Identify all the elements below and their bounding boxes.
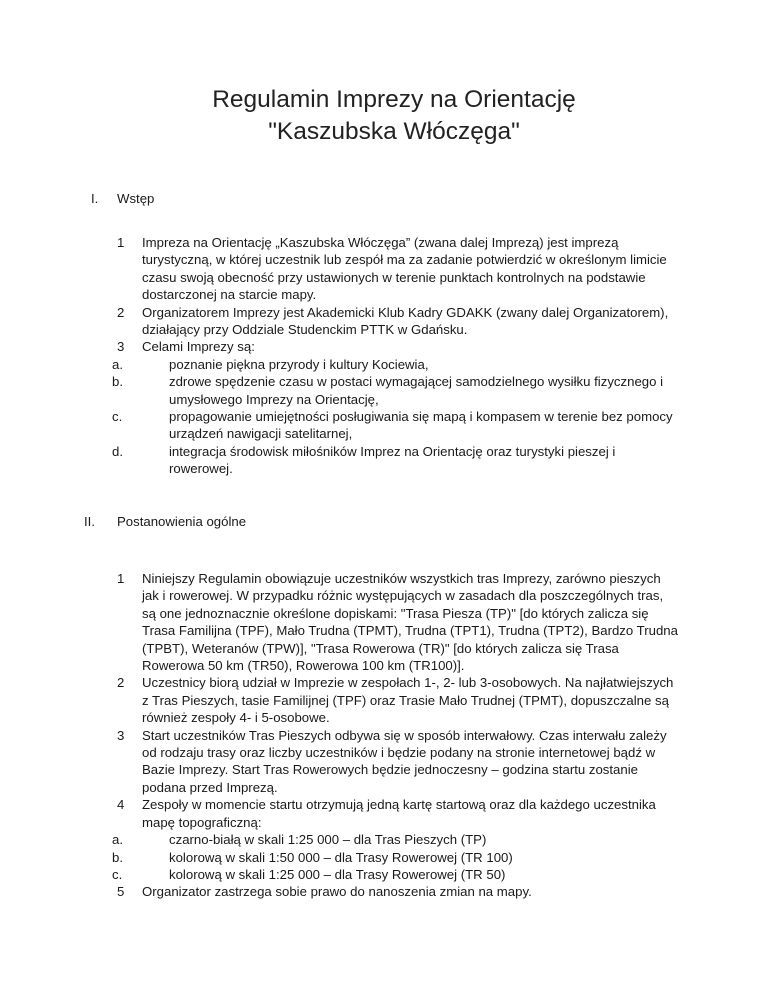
list-item (0, 234, 768, 304)
sub-item-letter: b. (112, 374, 123, 390)
list-item (0, 883, 768, 900)
sub-item-letter: c. (112, 409, 123, 425)
section-title: Wstęp (117, 191, 155, 206)
sub-item (0, 408, 768, 443)
list-item (0, 304, 768, 339)
sub-item-text: poznanie piękna przyrody i kultury Kociewia, (169, 356, 429, 372)
sub-item (0, 849, 768, 866)
sub-item (0, 866, 768, 883)
item-number: 2 (117, 675, 125, 691)
sub-item-text: integracja środowisk miłośników Imprez na Orientację oraz turystyki pieszej i rowerowej. (169, 443, 616, 477)
list-item (0, 727, 768, 797)
list-item (0, 796, 768, 831)
sub-item-letter: b. (112, 849, 123, 865)
item-text: Celami Imprezy są: (142, 339, 255, 355)
item-text: Zespoły w momencie startu otrzymują jedną kartę startową oraz dla każdego uczestnika mapę topograficzną: (142, 797, 656, 830)
list-item (0, 674, 768, 726)
sub-item-letter: a. (112, 356, 123, 372)
section-2-list (0, 570, 768, 901)
sub-item (0, 443, 768, 478)
list-item (0, 570, 768, 674)
section-number: II. (84, 514, 95, 529)
item-text: Niniejszy Regulamin obowiązuje uczestników wszystkich tras Imprezy, zarówno pieszych jak i rowerowej. W przypadku różnic występujących w zasadach dla poszczególnych tras, są one jednoznacznie określone dopiskami: "Trasa Piesza (TP)" [do których zalicza się Trasa Familijna (TPF), Mało Trudna (TPMT), Trudna (TPT1), Trudna (TPT2), Bardzo Trudna (TPBT), Weteranów (TPW)], "Trasa Rowerowa (TR)" [do których zalicza się Trasa Rowerowa 50 km (TR50), Rowerowa 100 km (TR100)]. (142, 571, 678, 674)
title-line-1: Regulamin Imprezy na Orientację (212, 86, 576, 113)
item-text: Organizator zastrzega sobie prawo do nanoszenia zmian na mapy. (142, 884, 532, 900)
sub-item (0, 356, 768, 373)
sub-item (0, 373, 768, 408)
item-text: Uczestnicy biorą udział w Imprezie w zespołach 1-, 2- lub 3-osobowych. Na najłatwiejszych z Tras Pieszych, tasie Familijnej (TPF) oraz Trasie Mało Trudnej (TPMT), dopuszczalne są również zespoły 4- i 5-osobowe. (142, 675, 674, 726)
item-number: 2 (117, 304, 125, 320)
sub-item-text: czarno-białą w skali 1:25 000 – dla Tras Pieszych (TP) (169, 832, 487, 848)
sub-item-text: kolorową w skali 1:25 000 – dla Trasy Rowerowej (TR 50) (169, 866, 506, 882)
title-line-2: "Kaszubska Włóczęga" (268, 118, 520, 145)
list-item (0, 338, 768, 355)
item-number: 3 (117, 727, 125, 743)
section-1-list (0, 234, 768, 478)
item-text: Impreza na Orientację „Kaszubska Włóczęga” (zwana dalej Imprezą) jest imprezą turystyczną, w której uczestnik lub zespół ma za zadanie potwierdzić w określonym limicie czasu swoją obecność przy ustawionych w terenie punktach kontrolnych na podstawie dostarczonej na starcie mapy. (142, 235, 667, 303)
sub-item-letter: a. (112, 832, 123, 848)
sub-item-text: kolorową w skali 1:50 000 – dla Trasy Rowerowej (TR 100) (169, 849, 513, 865)
sub-item-text: zdrowe spędzenie czasu w postaci wymagającej samodzielnego wysiłku fizycznego i umysłowego Imprezy na Orientację, (169, 374, 664, 407)
sub-item-text: propagowanie umiejętności posługiwania się mapą i kompasem w terenie bez pomocy urządzeń nawigacji satelitarnej, (169, 409, 673, 442)
sub-item (0, 831, 768, 848)
document-title (0, 84, 768, 148)
sub-item-letter: d. (112, 443, 123, 459)
item-number: 1 (117, 235, 125, 250)
item-text: Start uczestników Tras Pieszych odbywa się w sposób interwałowy. Czas interwału zależy od rodzaju trasy oraz liczby uczestników i będzie podany na stronie internetowej bądź w Bazie Imprezy. Start Tras Rowerowych będzie jednoczesny – godzina startu zostanie podana przed Imprezą. (142, 727, 667, 795)
section-title: Postanowienia ogólne (117, 514, 247, 529)
item-number: 3 (117, 339, 125, 355)
item-text: Organizatorem Imprezy jest Akademicki Klub Kadry GDAKK (zwany dalej Organizatorem), działający przy Oddziale Studenckim PTTK w Gdańsku. (142, 304, 669, 338)
sub-item-letter: c. (112, 866, 123, 882)
item-number: 1 (117, 571, 125, 586)
item-number: 4 (117, 797, 125, 813)
section-number: I. (91, 191, 99, 206)
item-number: 5 (117, 884, 125, 900)
